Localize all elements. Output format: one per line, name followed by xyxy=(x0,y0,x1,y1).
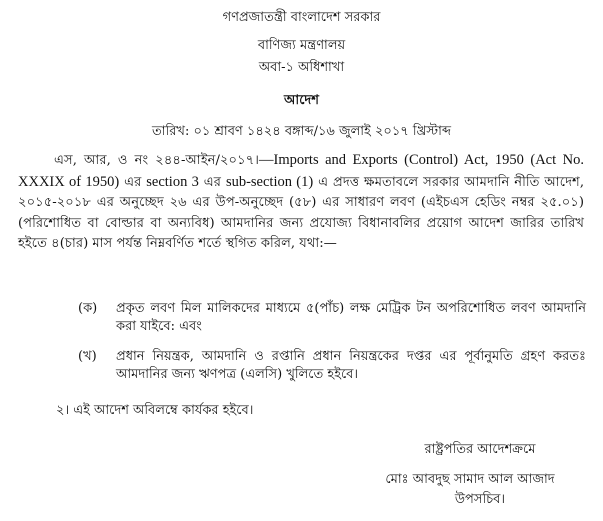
act-name: —Imports and Exports (Control) Act, 1950 (Act No. XXXIX of 1950) xyxy=(18,152,584,190)
by-order-line: রাষ্ট্রপতির আদেশক্রমে xyxy=(424,442,536,457)
government-heading: গণপ্রজাতন্ত্রী বাংলাদেশ সরকার xyxy=(222,10,381,25)
clause-two: ২। এই আদেশ অবিলম্বে কার্যকর হইবে। xyxy=(56,403,254,418)
sro-reference: এস, আর, ও নং ২৪৪-আইন/২০১৭। xyxy=(54,153,259,168)
body-text-1: এর xyxy=(119,174,147,190)
order-title: আদেশ xyxy=(284,93,319,108)
order-body-paragraph xyxy=(18,150,584,255)
condition-text: প্রধান নিয়ন্ত্রক, আমদানি ও রপ্তানি প্রধান নিয়ন্ত্রকের দপ্তর এর পূর্বানুমতি গ্রহণ করতঃ আমদানির জন্য ঋণপত্র (এলসি) খুলিতে হইবে। xyxy=(116,349,586,382)
signatory-name: মোঃ আবদুছ সামাদ আল আজাদ xyxy=(385,472,555,487)
order-date: তারিখ: ০১ শ্রাবণ ১৪২৪ বঙ্গাব্দ/১৬ জুলাই ২০১৭ খ্রিস্টাব্দ xyxy=(152,124,451,139)
condition-number: (খ) xyxy=(78,349,97,364)
condition-item xyxy=(78,348,588,388)
wing-name: অবা-১ অধিশাখা xyxy=(258,60,345,75)
condition-text: প্রকৃত লবণ মিল মালিকদের মাধ্যমে ৫(পাঁচ) লক্ষ মেট্রিক টন অপরিশোধিত লবণ আমদানি করা যাইবে: এবং xyxy=(116,301,586,334)
condition-item xyxy=(78,300,588,340)
signatory-designation: উপসচিব। xyxy=(454,492,506,507)
section-ref: section 3 xyxy=(146,173,199,190)
subsection-ref: sub-section (1) xyxy=(225,173,314,190)
ministry-name: বাণিজ্য মন্ত্রণালয় xyxy=(257,38,346,53)
condition-number: (ক) xyxy=(78,301,98,316)
body-text-2: এর xyxy=(198,174,226,190)
body-text-3: এ প্রদত্ত ক্ষমতাবলে সরকার আমদানি নীতি আদেশ, ২০১৫-২০১৮ এর অনুচ্ছেদ ২৬ এর উপ-অনুচ্ছেদ (৫৮) এর সাধারণ লবণ (এইচএস হেডিং নম্বর ২৫.০১)(পরিশোধিত বা বোল্ডার বা অন্যবিধ) আমদানির জন্য প্রযোজ্য বিধানাবলির প্রয়োগ আদেশ জারির তারিখ হইতে ৪(চার) মাস পর্যন্ত নিম্নবর্ণিত শর্তে স্থগিত করিল, যথা:— xyxy=(18,174,585,251)
